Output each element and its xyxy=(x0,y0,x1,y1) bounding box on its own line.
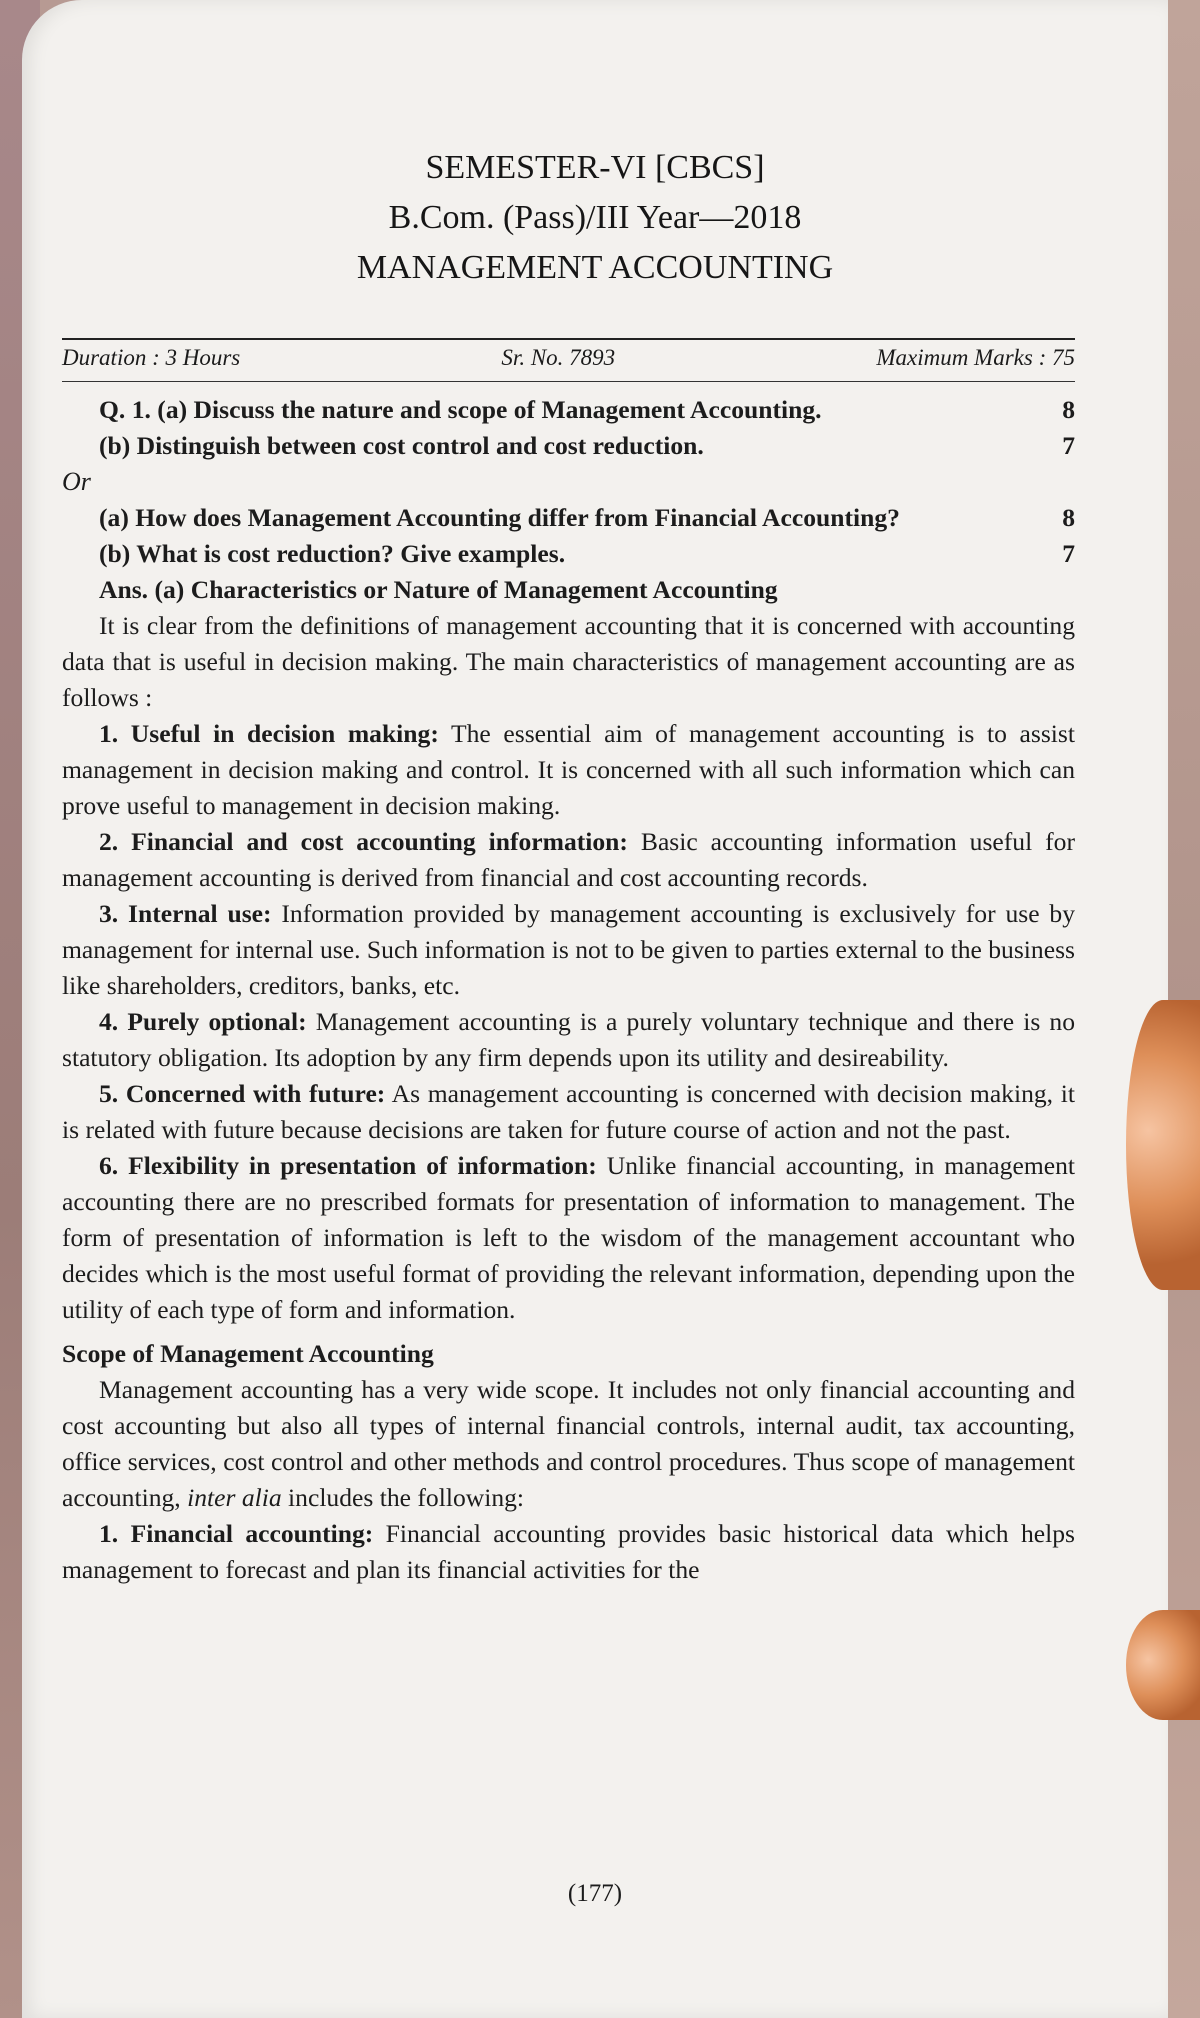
scope-point-text: Financial accounting provides basic historical data which helps management to forecast and plan its financial activities for the xyxy=(62,1519,1075,1584)
point-label: 5. Concerned with future: xyxy=(99,1079,386,1108)
subject-title: MANAGEMENT ACCOUNTING xyxy=(356,249,834,286)
scope-intro xyxy=(62,1372,1075,1516)
maximum-marks: Maximum Marks : 75 xyxy=(876,345,1075,370)
finger-right-upper xyxy=(1126,1000,1200,1290)
question-1b-marks: 7 xyxy=(1062,431,1075,460)
answer-intro: It is clear from the definitions of management accounting that it is concerned with accounting data that is useful in decision making. The main characteristics of management accounting are as follows : xyxy=(62,611,1075,712)
point-text: As management accounting is concerned with decision making, it is related with future because decisions are taken for future course of action and not the past. xyxy=(62,1079,1075,1144)
scope-point-label: 1. Financial accounting: xyxy=(99,1519,374,1548)
title-block xyxy=(22,143,1168,293)
characteristic-point xyxy=(62,896,1075,1004)
point-text: The essential aim of management accounting is to assist management in decision making and control. It is concerned with all such information which can prove useful to management in decision making. xyxy=(62,719,1075,820)
header-rule-top xyxy=(62,338,1075,340)
question-1a xyxy=(62,392,1075,428)
characteristic-point xyxy=(62,1076,1075,1148)
question-alt-b-marks: 7 xyxy=(1062,539,1075,568)
semester-title: SEMESTER-VI [CBCS] xyxy=(425,149,765,186)
characteristic-point xyxy=(62,716,1075,824)
point-label: 2. Financial and cost accounting information: xyxy=(99,827,628,856)
scope-intro-italic: inter alia xyxy=(187,1483,282,1512)
question-1a-text: Q. 1. (a) Discuss the nature and scope of Management Accounting. xyxy=(99,395,822,424)
point-label: 1. Useful in decision making: xyxy=(99,719,439,748)
question-1a-marks: 8 xyxy=(1062,395,1075,424)
or-separator: Or xyxy=(62,467,91,496)
point-label: 6. Flexibility in presentation of information: xyxy=(99,1151,597,1180)
header-rule-bottom xyxy=(62,381,1075,382)
point-text: Management accounting is a purely voluntary technique and there is no statutory obligation. Its adoption by any firm depends upon its utility and desireability. xyxy=(62,1007,1076,1072)
question-1b-text: (b) Distinguish between cost control and cost reduction. xyxy=(99,431,704,460)
point-text: Information provided by management accounting is exclusively for use by management for internal use. Such information is not to be given to parties external to the business like shareholders, creditors, banks, etc. xyxy=(62,899,1075,1000)
scope-heading: Scope of Management Accounting xyxy=(62,1339,434,1368)
finger-right-lower xyxy=(1126,1610,1200,1720)
scope-point xyxy=(62,1516,1075,1588)
characteristic-point xyxy=(62,1148,1075,1328)
characteristic-point xyxy=(62,824,1075,896)
point-text: Unlike financial accounting, in management accounting there are no prescribed formats for presentation of information to management. The form of presentation of information is left to the wisdom of the management accountant who decides which is the most useful format of providing the relevant information, depending upon the utility of each type of form and information. xyxy=(62,1151,1076,1324)
scope-intro-part-2: includes the following: xyxy=(281,1483,525,1512)
book-page xyxy=(22,0,1168,2018)
question-alt-a xyxy=(62,500,1075,536)
exam-info-row xyxy=(62,345,1075,371)
point-text: Basic accounting information useful for management accounting is derived from financial and cost accounting records. xyxy=(62,827,1075,892)
question-alt-b xyxy=(62,536,1075,572)
page-content xyxy=(62,392,1075,1588)
page-number: (177) xyxy=(567,1880,623,1907)
course-title: B.Com. (Pass)/III Year—2018 xyxy=(388,199,802,236)
question-alt-a-marks: 8 xyxy=(1062,503,1075,532)
scope-intro-part-1: Management accounting has a very wide scope. It includes not only financial accounting and cost accounting but also all types of internal financial controls, internal audit, tax accounting, office services, cost control and other methods and control procedures. Thus scope of management accounting, xyxy=(62,1375,1075,1512)
point-label: 3. Internal use: xyxy=(99,899,272,928)
question-alt-b-text: (b) What is cost reduction? Give examples. xyxy=(99,539,566,568)
answer-heading: Ans. (a) Characteristics or Nature of Management Accounting xyxy=(99,575,778,604)
question-1b xyxy=(62,428,1075,464)
characteristic-point xyxy=(62,1004,1075,1076)
serial-number: Sr. No. 7893 xyxy=(501,345,616,370)
point-label: 4. Purely optional: xyxy=(99,1007,307,1036)
duration-label: Duration : 3 Hours xyxy=(62,345,241,370)
question-alt-a-text: (a) How does Management Accounting differ from Financial Accounting? xyxy=(99,503,900,532)
